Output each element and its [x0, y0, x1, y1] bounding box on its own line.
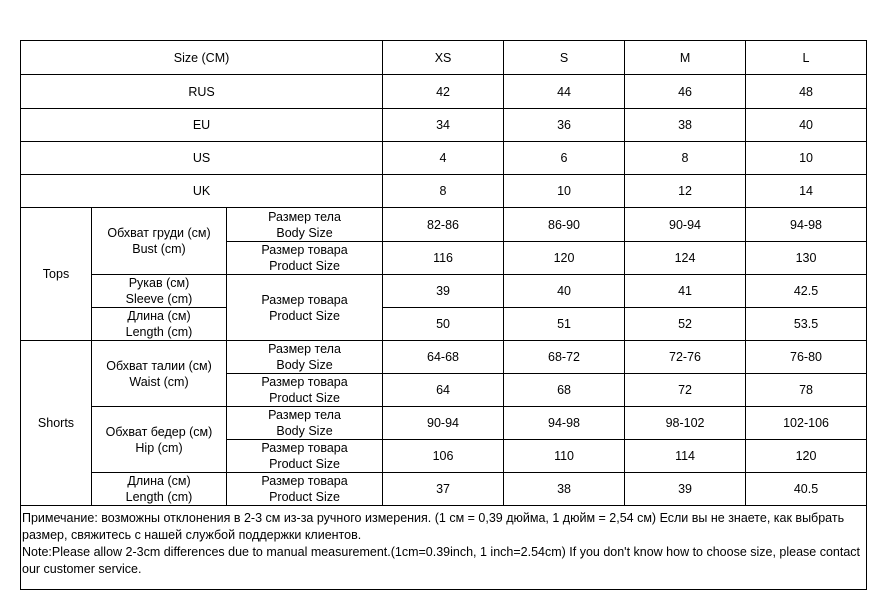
hip-product-l: 120	[746, 440, 867, 473]
body-size-en: Body Size	[276, 424, 333, 438]
product-size-ru: Размер товара	[261, 474, 348, 488]
body-size-ru: Размер тела	[268, 342, 341, 356]
waist-label-en: Waist (cm)	[129, 374, 189, 389]
shorts-length-label	[92, 473, 227, 506]
rus-xs: 42	[383, 75, 504, 109]
shorts-length-label-en: Length (cm)	[125, 490, 193, 504]
body-size-label	[227, 407, 383, 440]
tops-length-label-ru: Длина (см)	[127, 309, 191, 323]
hip-label-ru: Обхват бедер (см)	[105, 424, 213, 439]
bust-product-m: 124	[625, 242, 746, 275]
product-size-label	[227, 275, 383, 341]
shorts-length-l: 40.5	[746, 473, 867, 506]
product-size-en: Product Size	[269, 490, 340, 504]
bust-body-m: 90-94	[625, 208, 746, 242]
us-label: US	[21, 142, 383, 175]
size-header-m: M	[625, 41, 746, 75]
uk-m: 12	[625, 175, 746, 208]
waist-product-m: 72	[625, 374, 746, 407]
tops-bust-body-row	[21, 208, 867, 242]
eu-xs: 34	[383, 109, 504, 142]
size-header-xs: XS	[383, 41, 504, 75]
tops-label: Tops	[21, 208, 92, 341]
bust-body-xs: 82-86	[383, 208, 504, 242]
rus-s: 44	[504, 75, 625, 109]
bust-label-en: Bust (cm)	[132, 242, 186, 256]
product-size-label	[227, 374, 383, 407]
bust-body-s: 86-90	[504, 208, 625, 242]
waist-product-s: 68	[504, 374, 625, 407]
product-size-ru: Размер товара	[261, 441, 348, 455]
product-size-label	[227, 242, 383, 275]
us-l: 10	[746, 142, 867, 175]
shorts-length-row	[21, 473, 867, 506]
body-size-label	[227, 341, 383, 374]
eu-label: EU	[21, 109, 383, 142]
product-size-label	[227, 440, 383, 473]
product-size-ru: Размер товара	[261, 243, 348, 257]
uk-xs: 8	[383, 175, 504, 208]
product-size-en: Product Size	[269, 308, 340, 323]
tops-sleeve-row	[21, 275, 867, 308]
shorts-length-xs: 37	[383, 473, 504, 506]
tops-length-xs: 50	[383, 308, 504, 341]
tops-length-label-en: Length (cm)	[125, 325, 193, 339]
product-size-label	[227, 473, 383, 506]
header-row	[21, 41, 867, 75]
size-cm-header: Size (CM)	[21, 41, 383, 75]
sleeve-label-en: Sleeve (cm)	[125, 292, 193, 306]
waist-product-xs: 64	[383, 374, 504, 407]
hip-body-xs: 90-94	[383, 407, 504, 440]
rus-m: 46	[625, 75, 746, 109]
shorts-waist-body-row	[21, 341, 867, 374]
body-size-ru: Размер тела	[268, 408, 341, 422]
sleeve-s: 40	[504, 275, 625, 308]
tops-length-m: 52	[625, 308, 746, 341]
bust-label-ru: Обхват груди (см)	[107, 226, 211, 240]
uk-row	[21, 175, 867, 208]
shorts-label: Shorts	[21, 341, 92, 506]
tops-length-s: 51	[504, 308, 625, 341]
size-header-l: L	[746, 41, 867, 75]
eu-row	[21, 109, 867, 142]
rus-l: 48	[746, 75, 867, 109]
shorts-length-s: 38	[504, 473, 625, 506]
body-size-ru: Размер тела	[268, 209, 341, 224]
waist-body-m: 72-76	[625, 341, 746, 374]
product-size-en: Product Size	[269, 457, 340, 471]
waist-product-l: 78	[746, 374, 867, 407]
sleeve-label	[92, 275, 227, 308]
sleeve-xs: 39	[383, 275, 504, 308]
hip-label	[92, 407, 227, 473]
bust-label	[92, 208, 227, 275]
bust-body-l: 94-98	[746, 208, 867, 242]
hip-body-m: 98-102	[625, 407, 746, 440]
body-size-en: Body Size	[276, 225, 333, 240]
body-size-label	[227, 208, 383, 242]
waist-body-xs: 64-68	[383, 341, 504, 374]
waist-body-l: 76-80	[746, 341, 867, 374]
size-chart-table	[20, 40, 867, 590]
hip-product-s: 110	[504, 440, 625, 473]
note-en: Note:Please allow 2-3cm differences due to manual measurement.(1cm=0.39inch, 1 inch=2.54cm) If you don't know how to choose size, please contact our customer service.	[22, 545, 861, 576]
note-row	[21, 506, 867, 590]
us-xs: 4	[383, 142, 504, 175]
tops-length-row	[21, 308, 867, 341]
eu-l: 40	[746, 109, 867, 142]
us-s: 6	[504, 142, 625, 175]
us-m: 8	[625, 142, 746, 175]
tops-length-label	[92, 308, 227, 341]
bust-product-s: 120	[504, 242, 625, 275]
note-ru: Примечание: возможны отклонения в 2-3 см из-за ручного измерения. (1 см = 0,39 дюйма, 1 дюйм = 2,54 см) Если вы не знаете, как выбрать размер, свяжитесь с нашей службой поддержки клиентов.	[22, 511, 845, 542]
hip-product-m: 114	[625, 440, 746, 473]
hip-body-s: 94-98	[504, 407, 625, 440]
body-size-en: Body Size	[276, 358, 333, 372]
note-cell	[21, 506, 867, 590]
hip-body-l: 102-106	[746, 407, 867, 440]
shorts-length-label-ru: Длина (см)	[127, 474, 191, 488]
bust-product-l: 130	[746, 242, 867, 275]
sleeve-m: 41	[625, 275, 746, 308]
eu-s: 36	[504, 109, 625, 142]
product-size-en: Product Size	[269, 391, 340, 405]
bust-product-xs: 116	[383, 242, 504, 275]
product-size-ru: Размер товара	[261, 292, 348, 307]
waist-label-ru: Обхват талии (см)	[106, 358, 212, 373]
shorts-hip-body-row	[21, 407, 867, 440]
uk-l: 14	[746, 175, 867, 208]
uk-label: UK	[21, 175, 383, 208]
shorts-length-m: 39	[625, 473, 746, 506]
size-header-s: S	[504, 41, 625, 75]
product-size-en: Product Size	[269, 259, 340, 273]
rus-label: RUS	[21, 75, 383, 109]
hip-product-xs: 106	[383, 440, 504, 473]
sleeve-l: 42.5	[746, 275, 867, 308]
eu-m: 38	[625, 109, 746, 142]
waist-body-s: 68-72	[504, 341, 625, 374]
uk-s: 10	[504, 175, 625, 208]
us-row	[21, 142, 867, 175]
tops-length-l: 53.5	[746, 308, 867, 341]
sleeve-label-ru: Рукав (см)	[128, 276, 190, 290]
waist-label	[92, 341, 227, 407]
hip-label-en: Hip (cm)	[135, 440, 183, 455]
rus-row	[21, 75, 867, 109]
product-size-ru: Размер товара	[261, 375, 348, 389]
